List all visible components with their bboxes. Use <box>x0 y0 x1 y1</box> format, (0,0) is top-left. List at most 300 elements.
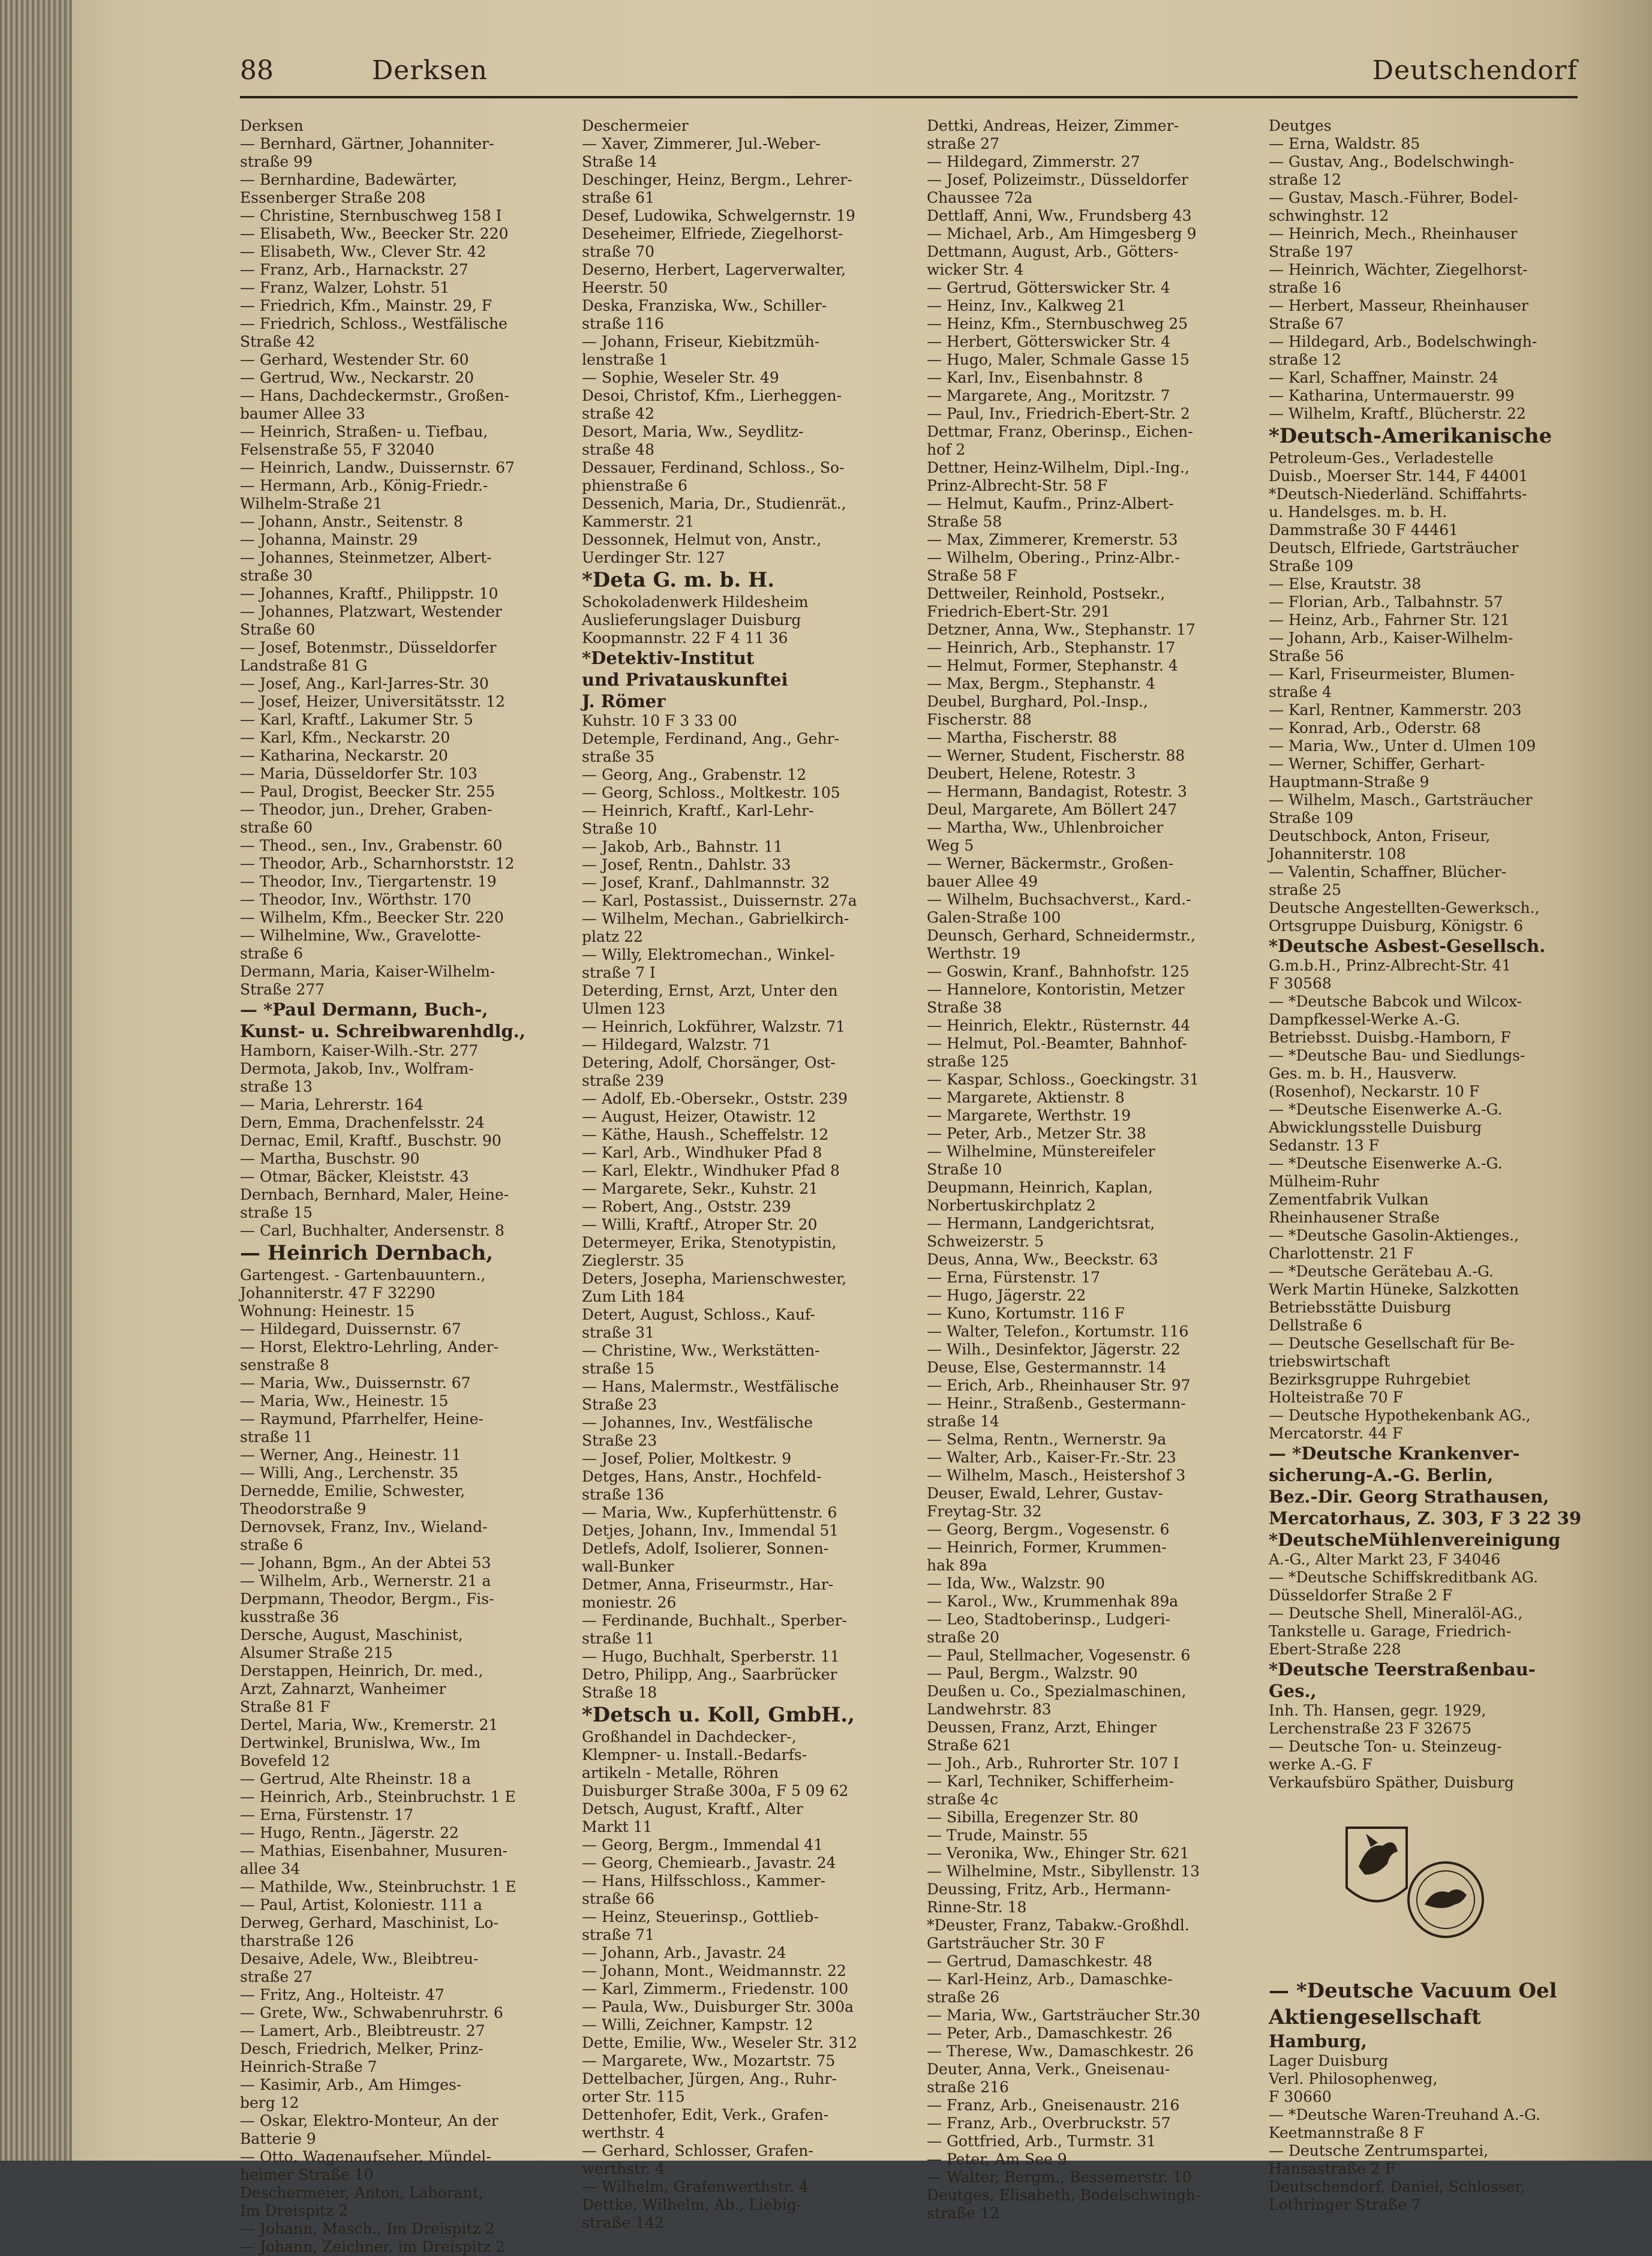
directory-entry-line: Holteistraße 70 F <box>1269 1389 1403 1406</box>
directory-entry-line: — Peter, Arb., Metzer Str. 38 <box>927 1125 1146 1142</box>
directory-entry-line: — Walter, Telefon., Kortumstr. 116 <box>927 1323 1189 1340</box>
directory-entry-line: Desef, Ludowika, Schwelgernstr. 19 <box>582 207 855 224</box>
directory-entry-line: Bovefeld 12 <box>240 1752 331 1770</box>
directory-entry-line: Straße 23 <box>582 1396 657 1413</box>
directory-entry-line: straße 216 <box>927 2078 1009 2096</box>
directory-entry-line: — Kuno, Kortumstr. 116 F <box>927 1305 1125 1322</box>
directory-entry-line: — Katharina, Neckarstr. 20 <box>240 747 448 764</box>
directory-entry-line: Dermota, Jakob, Inv., Wolfram- <box>240 1060 474 1077</box>
directory-entry-line: — Gertrud, Alte Rheinstr. 18 a <box>240 1770 471 1788</box>
directory-entry-line: straße 30 <box>240 567 313 584</box>
directory-entry-line: Duisb., Moerser Str. 144, F 44001 <box>1269 467 1528 485</box>
directory-entry-line: — Deutsche Zentrumspartei, <box>1269 2142 1489 2159</box>
directory-entry-line: Deubert, Helene, Rotestr. 3 <box>927 765 1136 782</box>
directory-entry-line: Landstraße 81 G <box>240 657 368 674</box>
directory-entry-line: — Paul, Bergm., Walzstr. 90 <box>927 1665 1138 1682</box>
directory-entry-line: — Käthe, Haush., Scheffelstr. 12 <box>582 1126 829 1143</box>
directory-entry-line: artikeln - Metalle, Röhren <box>582 1764 779 1782</box>
directory-entry-line: — Georg, Chemiearb., Javastr. 24 <box>582 1854 836 1872</box>
directory-entry-line: — Theodor, jun., Dreher, Graben- <box>240 801 492 818</box>
directory-entry-line: — Willy, Elektromechan., Winkel- <box>582 946 835 963</box>
directory-entry-line: Ebert-Straße 228 <box>1269 1641 1401 1658</box>
directory-entry-line: — Wilhelm, Masch., Gartsträucher <box>1269 791 1533 809</box>
directory-entry-line: Galen-Straße 100 <box>927 909 1061 926</box>
directory-entry-line: — *Deutsche Eisenwerke A.-G. <box>1269 1101 1503 1118</box>
directory-entry-line: Detemple, Ferdinand, Ang., Gehr- <box>582 730 840 747</box>
directory-entry-line: — Karl, Kfm., Neckarstr. 20 <box>240 729 450 746</box>
directory-entry-line: — Karl, Schaffner, Mainstr. 24 <box>1269 369 1498 386</box>
directory-entry-line: Gartengest. - Gartenbauuntern., <box>240 1266 486 1284</box>
directory-entry-line: Detsch, August, Kraftf., Alter <box>582 1800 803 1818</box>
pegasus-gargoyle-icon <box>1335 1810 1491 1954</box>
directory-entry-line: — Heinrich, Straßen- u. Tiefbau, <box>240 423 488 440</box>
directory-entry-line: — *Deutsche Krankenver- <box>1269 1443 1520 1464</box>
directory-entry-line: — Paul, Artist, Koloniestr. 111 a <box>240 1896 482 1913</box>
directory-entry-line: straße 16 <box>1269 279 1341 296</box>
directory-entry-line: — Raymund, Pfarrhelfer, Heine- <box>240 1410 484 1428</box>
directory-entry-line: — *Deutsche Waren-Treuhand A.-G. <box>1269 2106 1540 2123</box>
directory-entry-line: straße 70 <box>582 243 654 260</box>
directory-entry-line: — Otto, Wagenaufseher, Mündel- <box>240 2148 491 2165</box>
directory-entry-line: — Josef, Botenmstr., Düsseldorfer <box>240 639 497 656</box>
directory-entry-line: — Wilhelm, Grafenwerthstr. 4 <box>582 2178 809 2195</box>
directory-entry-line: Deul, Margarete, Am Böllert 247 <box>927 801 1178 818</box>
directory-entry-line: — Paul, Inv., Friedrich-Ebert-Str. 2 <box>927 405 1190 422</box>
directory-entry-line: — Otmar, Bäcker, Kleiststr. 43 <box>240 1168 469 1185</box>
directory-entry-line: — Hildegard, Zimmerstr. 27 <box>927 153 1140 170</box>
directory-entry-line: Abwicklungsstelle Duisburg <box>1269 1119 1482 1136</box>
directory-entry-line: — Johann, Arb., Javastr. 24 <box>582 1944 786 1961</box>
directory-entry-line: straße 239 <box>582 1072 664 1089</box>
directory-entry-line: — Maria, Düsseldorfer Str. 103 <box>240 765 477 782</box>
directory-entry-line: Aktiengesellschaft <box>1269 2005 1481 2029</box>
directory-entry-line: Ges. m. b. H., Hausverw. <box>1269 1065 1457 1082</box>
directory-entry-line: — Fritz, Ang., Holteistr. 47 <box>240 1986 444 2003</box>
page-header <box>240 55 1578 97</box>
directory-entry-line: Dertel, Maria, Ww., Kremerstr. 21 <box>240 1716 498 1734</box>
directory-entry-line: Deska, Franziska, Ww., Schiller- <box>582 297 827 314</box>
directory-entry-line: — Johannes, Platzwart, Westender <box>240 603 502 620</box>
directory-entry-line: — Willi, Kraftf., Atroper Str. 20 <box>582 1216 818 1233</box>
directory-entry-line: Schweizerstr. 5 <box>927 1233 1044 1250</box>
directory-entry-line: Dernac, Emil, Kraftf., Buschstr. 90 <box>240 1132 501 1149</box>
directory-entry-line: — Helmut, Pol.-Beamter, Bahnhof- <box>927 1035 1187 1052</box>
directory-entry-line: phienstraße 6 <box>582 477 688 494</box>
directory-entry-line: — Theod., sen., Inv., Grabenstr. 60 <box>240 837 503 854</box>
directory-entry-line: *Deuster, Franz, Tabakw.-Großhdl. <box>927 1916 1190 1934</box>
directory-entry-line: Sedanstr. 13 F <box>1269 1137 1380 1154</box>
directory-entry-line: — Heinrich, Former, Krummen- <box>927 1539 1167 1556</box>
directory-entry-line: — Ida, Ww., Walzstr. 90 <box>927 1575 1105 1592</box>
directory-entry-line: Straße 58 <box>927 513 1002 530</box>
directory-entry-line: — Wilhelm, Kraftf., Blücherstr. 22 <box>1269 405 1526 422</box>
directory-entry-line: Charlottenstr. 21 F <box>1269 1245 1414 1262</box>
directory-entry-line: — Wilhelm, Masch., Heistershof 3 <box>927 1467 1186 1484</box>
directory-entry-line: Detert, August, Schloss., Kauf- <box>582 1306 815 1323</box>
directory-entry-line: — Kaspar, Schloss., Goeckingstr. 31 <box>927 1071 1199 1088</box>
directory-entry-line: Zum Lith 184 <box>582 1288 685 1305</box>
directory-entry-line: — Wilhelm, Mechan., Gabrielkirch- <box>582 910 849 927</box>
directory-entry-line: Straße 621 <box>927 1737 1012 1754</box>
directory-entry-line: — Oskar, Elektro-Monteur, An der <box>240 2112 498 2129</box>
directory-entry-line: — Valentin, Schaffner, Blücher- <box>1269 863 1507 881</box>
directory-entry-line: straße 25 <box>1269 881 1341 899</box>
directory-entry-line: Norbertuskirchplatz 2 <box>927 1197 1096 1214</box>
directory-entry-line: Dampfkessel-Werke A.-G. <box>1269 1011 1461 1028</box>
directory-entry-line: — Karl, Inv., Eisenbahnstr. 8 <box>927 369 1143 386</box>
directory-entry-line: — Heinz, Arb., Fahrner Str. 121 <box>1269 611 1510 629</box>
directory-entry-line: — Werner, Schiffer, Gerhart- <box>1269 755 1485 773</box>
directory-entry-line: — Johannes, Steinmetzer, Albert- <box>240 549 492 566</box>
directory-entry-line: — Hugo, Rentn., Jägerstr. 22 <box>240 1824 459 1842</box>
directory-entry-line: straße 11 <box>240 1428 313 1446</box>
directory-entry-line: Dessauer, Ferdinand, Schloss., So- <box>582 459 845 476</box>
directory-entry-line: — Ferdinande, Buchhalt., Sperber- <box>582 1612 848 1629</box>
directory-entry-line: straße 31 <box>582 1324 654 1341</box>
directory-entry-line: Dettner, Heinz-Wilhelm, Dipl.-Ing., <box>927 459 1190 476</box>
directory-entry-line: — Wilhelm, Arb., Wernerstr. 21 a <box>240 1572 491 1590</box>
directory-entry-line: — Elisabeth, Ww., Beecker Str. 220 <box>240 225 509 242</box>
directory-entry-line: Keetmannstraße 8 F <box>1269 2124 1424 2141</box>
directory-entry-line: straße 42 <box>582 405 654 422</box>
directory-entry-line: Straße 277 <box>240 981 325 998</box>
directory-entry-line: — Hermann, Landgerichtsrat, <box>927 1215 1155 1232</box>
directory-entry-line: — Katharina, Untermauerstr. 99 <box>1269 387 1515 404</box>
directory-entry-line: — Gerhard, Westender Str. 60 <box>240 351 469 368</box>
directory-entry-line: — Erna, Waldstr. 85 <box>1269 135 1420 152</box>
directory-entry-line: — Heinrich, Kraftf., Karl-Lehr- <box>582 802 814 819</box>
directory-entry-line: — Margarete, Ww., Mozartstr. 75 <box>582 2052 836 2069</box>
directory-entry-line: Prinz-Albrecht-Str. 58 F <box>927 477 1108 494</box>
directory-entry-line: — Karl, Elektr., Windhuker Pfad 8 <box>582 1162 840 1179</box>
directory-entry-line: straße 142 <box>582 2214 664 2231</box>
directory-entry-line: — Karl, Kraftf., Lakumer Str. 5 <box>240 711 473 728</box>
directory-entry-line: Friedrich-Ebert-Str. 291 <box>927 603 1111 620</box>
directory-entry-line: — Peter, Am See 9 <box>927 2150 1067 2168</box>
directory-entry-line: — Bernhardine, Badewärter, <box>240 171 458 188</box>
directory-entry-line: Hamburg, <box>1269 2031 1367 2051</box>
directory-entry-line: Heerstr. 50 <box>582 279 668 296</box>
directory-entry-line: — Walter, Bergm., Bessemerstr. 10 <box>927 2168 1192 2186</box>
directory-entry-line: Deus, Anna, Ww., Beeckstr. 63 <box>927 1251 1158 1268</box>
directory-entry-line: — Else, Krautstr. 38 <box>1269 575 1422 593</box>
directory-entry-line: straße 61 <box>582 189 654 206</box>
directory-entry-line: hak 89a <box>927 1557 987 1574</box>
directory-entry-line: — Franz, Arb., Harnackstr. 27 <box>240 261 468 278</box>
directory-entry-line: — Friedrich, Schloss., Westfälische <box>240 315 507 332</box>
directory-entry-line: — Gustav, Masch.-Führer, Bodel- <box>1269 189 1518 206</box>
directory-entry-line: — Josef, Ang., Karl-Jarres-Str. 30 <box>240 675 489 692</box>
directory-entry-line: — Deutsche Ton- u. Steinzeug- <box>1269 1738 1502 1755</box>
directory-entry-line: Derpmann, Theodor, Bergm., Fis- <box>240 1590 494 1608</box>
directory-entry-line: Alsumer Straße 215 <box>240 1644 393 1662</box>
directory-entry-line: — Herbert, Götterswicker Str. 4 <box>927 333 1171 350</box>
directory-entry-line: Hauptmann-Straße 9 <box>1269 773 1429 791</box>
directory-entry-line: — Martha, Buschstr. 90 <box>240 1150 420 1167</box>
directory-entry-line: — Willi, Zeichner, Kampstr. 12 <box>582 2016 813 2033</box>
directory-entry-line: — Werner, Bäckermstr., Großen- <box>927 855 1174 872</box>
directory-entry-line: Deutschbock, Anton, Friseur, <box>1269 827 1491 845</box>
directory-entry-line: Wilhelm-Straße 21 <box>240 495 383 512</box>
directory-entry-line: triebswirtschaft <box>1269 1353 1390 1370</box>
directory-entry-line: Dettweiler, Reinhold, Postsekr., <box>927 585 1166 602</box>
directory-entry-line: — Heinrich, Arb., Stephanstr. 17 <box>927 639 1176 656</box>
page-number: 88 <box>240 55 274 86</box>
header-rule <box>240 96 1578 98</box>
directory-entry-line: — Willi, Ang., Lerchenstr. 35 <box>240 1464 459 1482</box>
directory-entry-line: Deunsch, Gerhard, Schneidermstr., <box>927 927 1196 944</box>
directory-entry-line: lenstraße 1 <box>582 351 668 368</box>
directory-entry-line: — Karol., Ww., Krummenhak 89a <box>927 1593 1179 1610</box>
directory-entry-line: — Peter, Arb., Damaschkestr. 26 <box>927 2024 1173 2042</box>
directory-entry-line: Deutges, Elisabeth, Bodelschwingh- <box>927 2186 1201 2204</box>
directory-entry-line: Dernovsek, Franz, Inv., Wieland- <box>240 1518 488 1536</box>
directory-entry-line: — Adolf, Eb.-Obersekr., Oststr. 239 <box>582 1090 848 1107</box>
directory-entry-line: — Florian, Arb., Talbahnstr. 57 <box>1269 593 1503 611</box>
directory-entry-line: — Heinrich, Elektr., Rüsternstr. 44 <box>927 1017 1191 1034</box>
directory-entry-line: Detzner, Anna, Ww., Stephanstr. 17 <box>927 621 1196 638</box>
directory-entry-line: — Johann, Bgm., An der Abtei 53 <box>240 1554 491 1572</box>
directory-entry-line: — Hannelore, Kontoristin, Metzer <box>927 981 1185 998</box>
directory-entry-line: Derweg, Gerhard, Maschinist, Lo- <box>240 1914 498 1931</box>
directory-entry-line: — Margarete, Sekr., Kuhstr. 21 <box>582 1180 819 1197</box>
directory-entry-line: — Hugo, Jägerstr. 22 <box>927 1287 1086 1304</box>
directory-entry-line: — *Deutsche Eisenwerke A.-G. <box>1269 1155 1503 1172</box>
directory-entry-line: straße 116 <box>582 315 664 332</box>
directory-entry-line: — Konrad, Arb., Oderstr. 68 <box>1269 719 1481 737</box>
directory-entry-line: — Heinrich, Lokführer, Walzstr. 71 <box>582 1018 846 1035</box>
directory-entry-line: Felsenstraße 55, F 32040 <box>240 441 435 458</box>
directory-entry-line: Dettlaff, Anni, Ww., Frundsberg 43 <box>927 207 1192 224</box>
directory-entry-line: Straße 18 <box>582 1684 657 1701</box>
directory-entry-line: Deußen u. Co., Spezialmaschinen, <box>927 1683 1187 1700</box>
directory-entry-line: — Helmut, Former, Stephanstr. 4 <box>927 657 1178 674</box>
directory-entry-line: straße 12 <box>1269 351 1341 368</box>
directory-entry-line: Johanniterstr. 108 <box>1269 845 1406 863</box>
directory-entry-line: — *Deutsche Vacuum Oel <box>1269 1979 1557 2003</box>
directory-entry-line: Bez.-Dir. Georg Strathausen, <box>1269 1486 1549 1507</box>
directory-entry-line: Dettmann, August, Arb., Götters- <box>927 243 1179 260</box>
directory-entry-line: — Veronika, Ww., Ehinger Str. 621 <box>927 1845 1190 1862</box>
directory-entry-line: F 30660 <box>1269 2088 1332 2105</box>
directory-entry-line: Determeyer, Erika, Stenotypistin, <box>582 1234 837 1251</box>
directory-entry-line: Ges., <box>1269 1681 1317 1701</box>
directory-entry-line: straße 6 <box>240 945 304 962</box>
directory-entry-line: Dettenhofer, Edit, Verk., Grafen- <box>582 2106 829 2123</box>
directory-entry-line: Dersche, August, Maschinist, <box>240 1626 463 1644</box>
directory-entry-line: — Maria, Ww., Heinestr. 15 <box>240 1392 449 1410</box>
directory-entry-line: Arzt, Zahnarzt, Wanheimer <box>240 1680 446 1698</box>
directory-entry-line: — Heinr., Straßenb., Gestermann- <box>927 1395 1186 1412</box>
directory-entry-line: Hamborn, Kaiser-Wilh.-Str. 277 <box>240 1042 479 1059</box>
directory-entry-line: Lothringer Straße 7 <box>1269 2196 1421 2213</box>
directory-entry-line: — Heinrich, Arb., Steinbruchstr. 1 E <box>240 1788 516 1806</box>
directory-entry-line: — Walter, Arb., Kaiser-Fr.-Str. 23 <box>927 1449 1176 1466</box>
directory-entry-line: straße 35 <box>582 748 654 765</box>
directory-entry-line: — Helmut, Kaufm., Prinz-Albert- <box>927 495 1174 512</box>
directory-entry-line: — Margarete, Ang., Moritzstr. 7 <box>927 387 1170 404</box>
directory-entry-line: straße 12 <box>927 2204 999 2222</box>
directory-entry-line: platz 22 <box>582 928 643 945</box>
directory-entry-line: straße 99 <box>240 153 313 170</box>
directory-entry-line: Straße 42 <box>240 333 316 350</box>
directory-entry-line: Kuhstr. 10 F 3 33 00 <box>582 712 737 729</box>
directory-entry-line: — Johanna, Mainstr. 29 <box>240 531 418 548</box>
directory-entry-line: Dammstraße 30 F 44461 <box>1269 521 1459 539</box>
directory-entry-line: — Christine, Sternbuschweg 158 I <box>240 207 502 224</box>
directory-entry-line: Deuter, Anna, Verk., Gneisenau- <box>927 2060 1170 2078</box>
directory-entry-line: — Lamert, Arb., Bleibtreustr. 27 <box>240 2022 485 2039</box>
directory-entry-line: Im Dreispitz 2 <box>240 2202 349 2219</box>
directory-entry-line: Desch, Friedrich, Melker, Prinz- <box>240 2040 483 2057</box>
directory-entry-line: — Deutsche Gesellschaft für Be- <box>1269 1335 1515 1352</box>
directory-entry-line: Dettke, Wilhelm, Ab., Liebig- <box>582 2196 802 2213</box>
directory-entry-line: Weg 5 <box>927 837 974 854</box>
directory-entry-line: straße 71 <box>582 1926 654 1943</box>
directory-entry-line: *Deutsche Teerstraßenbau- <box>1269 1659 1536 1680</box>
directory-entry-line: — Wilhelmine, Münstereifeler <box>927 1143 1155 1160</box>
directory-entry-line: — Heinrich Dernbach, <box>240 1241 494 1265</box>
directory-entry-line: straße 6 <box>240 1536 304 1554</box>
directory-entry-line: — Hans, Hilfsschloss., Kammer- <box>582 1872 826 1889</box>
directory-entry-line: — Paula, Ww., Duisburger Str. 300a <box>582 1998 854 2015</box>
directory-entry-line: — Johannes, Inv., Westfälische <box>582 1414 813 1431</box>
directory-entry-line: — Margarete, Werthstr. 19 <box>927 1107 1131 1124</box>
directory-entry-line: Desoi, Christof, Kfm., Lierheggen- <box>582 387 842 404</box>
directory-entry-line: — Hugo, Maler, Schmale Gasse 15 <box>927 351 1190 368</box>
directory-entry-line: werthstr. 4 <box>582 2124 665 2141</box>
directory-entry-line: Dern, Emma, Drachenfelsstr. 24 <box>240 1114 485 1131</box>
directory-entry-line: F 30568 <box>1269 975 1332 992</box>
directory-entry-line: — Robert, Ang., Oststr. 239 <box>582 1198 791 1215</box>
column-2 <box>582 117 909 2231</box>
directory-entry-line: wicker Str. 4 <box>927 261 1024 278</box>
directory-entry-line: *Deutsche Asbest-Gesellsch. <box>1269 936 1546 956</box>
directory-entry-line: — Paul, Stellmacher, Vogesenstr. 6 <box>927 1647 1191 1664</box>
directory-entry-line: senstraße 8 <box>240 1356 329 1374</box>
directory-entry-line: — Deutsche Hypothekenbank AG., <box>1269 1407 1531 1424</box>
directory-entry-line: tharstraße 126 <box>240 1932 354 1949</box>
directory-entry-line: werthstr. 4 <box>582 2160 665 2177</box>
directory-entry-line: — Theodor, Inv., Tiergartenstr. 19 <box>240 873 497 890</box>
directory-entry-line: straße 27 <box>240 1968 313 1985</box>
directory-entry-line: Dernedde, Emilie, Schwester, <box>240 1482 465 1500</box>
directory-entry-line: — Hildegard, Walzstr. 71 <box>582 1036 771 1053</box>
directory-entry-line: Straße 109 <box>1269 557 1354 575</box>
directory-entry-line: — Franz, Arb., Gneisenaustr. 216 <box>927 2096 1180 2114</box>
directory-entry-line: — Karl, Postassist., Duissernstr. 27a <box>582 892 857 909</box>
directory-entry-line: — Wilh., Desinfektor, Jägerstr. 22 <box>927 1341 1181 1358</box>
directory-entry-line: — *Deutsche Gasolin-Aktienges., <box>1269 1227 1519 1244</box>
directory-entry-line: — Jakob, Arb., Bahnstr. 11 <box>582 838 783 855</box>
directory-entry-line: — Theodor, Arb., Scharnhorststr. 12 <box>240 855 515 872</box>
directory-entry-line: — Christine, Ww., Werkstätten- <box>582 1342 820 1359</box>
directory-entry-line: moniestr. 26 <box>582 1594 677 1611</box>
directory-entry-line: Dellstraße 6 <box>1269 1317 1362 1334</box>
directory-entry-line: straße 60 <box>240 819 313 836</box>
directory-entry-line: — Maria, Ww., Duissernstr. 67 <box>240 1374 471 1392</box>
directory-entry-line: — Max, Zimmerer, Kremerstr. 53 <box>927 531 1178 548</box>
directory-entry-line: — Johann, Anstr., Seitenstr. 8 <box>240 513 463 530</box>
directory-entry-line: Fischerstr. 88 <box>927 711 1032 728</box>
directory-entry-line: — Sibilla, Eregenzer Str. 80 <box>927 1809 1139 1826</box>
directory-entry-line: — Maria, Ww., Gartsträucher Str.30 <box>927 2006 1200 2024</box>
directory-entry-line: — Georg, Bergm., Immendal 41 <box>582 1836 824 1854</box>
directory-entry-line: Straße 14 <box>582 153 657 170</box>
directory-entry-line: Desaive, Adele, Ww., Bleibtreu- <box>240 1950 479 1967</box>
directory-entry-line: kusstraße 36 <box>240 1608 340 1626</box>
directory-entry-line: — Werner, Ang., Heinestr. 11 <box>240 1446 461 1464</box>
directory-entry-line: Verl. Philosophenweg, <box>1269 2070 1438 2087</box>
directory-entry-line: (Rosenhof), Neckarstr. 10 F <box>1269 1083 1480 1100</box>
directory-entry-line: Desort, Maria, Ww., Seydlitz- <box>582 423 804 440</box>
directory-entry-line: — Hans, Malermstr., Westfälische <box>582 1378 839 1395</box>
directory-entry-line: Lager Duisburg <box>1269 2052 1389 2069</box>
directory-entry-line: — Leo, Stadtoberinsp., Ludgeri- <box>927 1611 1170 1628</box>
directory-entry-line: Inh. Th. Hansen, gegr. 1929, <box>1269 1702 1486 1719</box>
directory-entry-line: — Herbert, Masseur, Rheinhauser <box>1269 297 1528 314</box>
directory-entry-line: — Wilhelm, Obering., Prinz-Albr.- <box>927 549 1181 566</box>
directory-entry-line: Kammerstr. 21 <box>582 513 695 530</box>
directory-entry-line: — Johann, Masch., Im Dreispitz 2 <box>240 2220 495 2237</box>
directory-entry-line: — Johann, Zeichner, im Dreispitz 2 <box>240 2238 505 2255</box>
directory-entry-line: hof 2 <box>927 441 966 458</box>
directory-entry-line: G.m.b.H., Prinz-Albrecht-Str. 41 <box>1269 957 1512 974</box>
directory-entry-line: — Erna, Fürstenstr. 17 <box>240 1806 414 1824</box>
directory-entry-line: — Hermann, Bandagist, Rotestr. 3 <box>927 783 1187 800</box>
directory-entry-line: Ulmen 123 <box>582 1000 666 1017</box>
directory-entry-line: — Werner, Student, Fischerstr. 88 <box>927 747 1185 764</box>
directory-entry-line: Deuse, Else, Gestermannstr. 14 <box>927 1359 1167 1376</box>
directory-entry-line: Schokoladenwerk Hildesheim <box>582 593 809 611</box>
directory-entry-line: Werk Martin Hüneke, Salzkotten <box>1269 1281 1519 1298</box>
directory-entry-line: Deschermeier <box>582 117 689 134</box>
directory-entry-line: Derstappen, Heinrich, Dr. med., <box>240 1662 483 1680</box>
directory-entry-line: Duisburger Straße 300a, F 5 09 62 <box>582 1782 849 1800</box>
directory-entry-line: — Bernhard, Gärtner, Johanniter- <box>240 135 494 152</box>
directory-entry-line: — Karl, Techniker, Schifferheim- <box>927 1773 1174 1790</box>
directory-entry-line: Deutges <box>1269 117 1332 134</box>
directory-entry-line: — Gottfried, Arb., Turmstr. 31 <box>927 2132 1157 2150</box>
directory-entry-line: Detjes, Johann, Inv., Immendal 51 <box>582 1522 839 1539</box>
directory-entry-line: — Franz, Arb., Overbruckstr. 57 <box>927 2114 1171 2132</box>
directory-entry-line: straße 15 <box>240 1204 313 1221</box>
directory-entry-line: heimer Straße 10 <box>240 2166 374 2183</box>
directory-entry-line: Straße 23 <box>582 1432 657 1449</box>
directory-entry-line: straße 48 <box>582 441 654 458</box>
directory-entry-line: Kunst- u. Schreibwarenhdlg., <box>240 1021 525 1041</box>
header-last-entry: Deutschendorf <box>1372 55 1578 86</box>
directory-entry-line: — Erna, Fürstenstr. 17 <box>927 1269 1101 1286</box>
directory-entry-line: — Paul, Drogist, Beecker Str. 255 <box>240 783 495 800</box>
directory-entry-line: — Sophie, Weseler Str. 49 <box>582 369 779 386</box>
directory-entry-line: Hansastraße 2 F <box>1269 2160 1395 2177</box>
directory-entry-line: Deutsch, Elfriede, Gartsträucher <box>1269 539 1519 557</box>
directory-entry-line: Gartsträucher Str. 30 F <box>927 1934 1105 1952</box>
directory-entry-line: Mülheim-Ruhr <box>1269 1173 1379 1190</box>
directory-entry-line: — Gustav, Ang., Bodelschwingh- <box>1269 153 1515 170</box>
directory-entry-line: — Elisabeth, Ww., Clever Str. 42 <box>240 243 486 260</box>
directory-entry-line: Dettki, Andreas, Heizer, Zimmer- <box>927 117 1179 134</box>
directory-entry-line: — Wilhelm, Kfm., Beecker Str. 220 <box>240 909 504 926</box>
directory-entry-line: — Max, Bergm., Stephanstr. 4 <box>927 675 1156 692</box>
directory-entry-line: — Friedrich, Kfm., Mainstr. 29, F <box>240 297 492 314</box>
directory-entry-line: — Hildegard, Arb., Bodelschwingh- <box>1269 333 1537 350</box>
directory-entry-line: Auslieferungslager Duisburg <box>582 611 801 629</box>
directory-entry-line: — Joh., Arb., Ruhrorter Str. 107 I <box>927 1755 1179 1772</box>
directory-entry-line: — Selma, Rentn., Wernerstr. 9a <box>927 1431 1167 1448</box>
directory-entry-line: — *Deutsche Bau- und Siedlungs- <box>1269 1047 1525 1064</box>
